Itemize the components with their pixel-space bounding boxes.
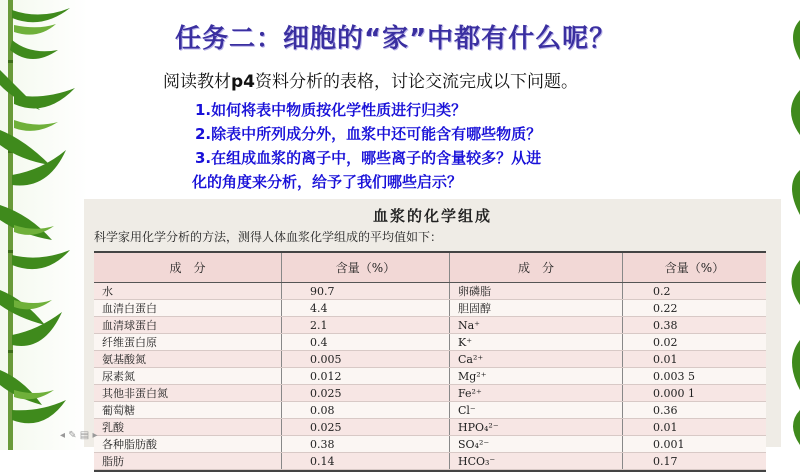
header-content-2: 含量（%） bbox=[623, 253, 767, 283]
cell-content: 0.01 bbox=[623, 419, 767, 436]
table-row bbox=[94, 368, 766, 385]
previous-slide-icon[interactable]: ◂ bbox=[60, 430, 66, 441]
cell-component: Mg²⁺ bbox=[450, 368, 623, 385]
table-description: 科学家用化学分析的方法，测得人体血浆化学组成的平均值如下： bbox=[94, 230, 443, 244]
cell-component: HPO₄²⁻ bbox=[450, 419, 623, 436]
cell-component: 其他非蛋白氮 bbox=[94, 385, 282, 402]
cell-content: 0.22 bbox=[623, 300, 767, 317]
question-1: 1.如何将表中物质按化学性质进行归类？ bbox=[195, 101, 467, 119]
cell-content: 0.000 1 bbox=[623, 385, 767, 402]
cell-content: 0.17 bbox=[623, 453, 767, 470]
cell-content: 0.01 bbox=[623, 351, 767, 368]
table-row bbox=[94, 300, 766, 317]
cell-content: 0.003 5 bbox=[623, 368, 767, 385]
cell-content: 0.14 bbox=[282, 453, 450, 470]
cell-component: 氨基酸氮 bbox=[94, 351, 282, 368]
cell-component: 血清球蛋白 bbox=[94, 317, 282, 334]
cell-component: 尿素氮 bbox=[94, 368, 282, 385]
cell-component: Cl⁻ bbox=[450, 402, 623, 419]
intro-page-ref: p4 bbox=[231, 72, 255, 92]
header-component-2: 成 分 bbox=[450, 253, 623, 283]
intro-suffix: 资料分析的表格，讨论交流完成以下问题。 bbox=[255, 72, 578, 92]
cell-content: 0.001 bbox=[623, 436, 767, 453]
cell-component: K⁺ bbox=[450, 334, 623, 351]
slide-title: 任务二：细胞的“家”中都有什么呢？ bbox=[175, 24, 617, 54]
cell-content: 0.38 bbox=[282, 436, 450, 453]
cell-component: 乳酸 bbox=[94, 419, 282, 436]
cell-component: 纤维蛋白原 bbox=[94, 334, 282, 351]
bamboo-decoration-right bbox=[778, 0, 800, 450]
scanned-table-image bbox=[84, 199, 781, 468]
question-list bbox=[192, 98, 695, 194]
cell-content: 90.7 bbox=[282, 283, 450, 300]
bamboo-leaves-right-graphic bbox=[778, 0, 800, 450]
cell-component: HCO₃⁻ bbox=[450, 453, 623, 470]
cell-content: 0.012 bbox=[282, 368, 450, 385]
table-title: 血浆的化学组成 bbox=[372, 207, 492, 225]
cell-component: 脂肪 bbox=[94, 453, 282, 470]
table-row bbox=[94, 419, 766, 436]
cell-content: 0.38 bbox=[623, 317, 767, 334]
cell-content: 0.02 bbox=[623, 334, 767, 351]
table-row bbox=[94, 283, 766, 300]
table-row bbox=[94, 402, 766, 419]
cell-component: 各种脂肪酸 bbox=[94, 436, 282, 453]
slide-controls[interactable] bbox=[60, 430, 97, 441]
question-3: 3.在组成血浆的离子中，哪些离子的含量较多？从进 bbox=[195, 149, 542, 167]
cell-content: 0.025 bbox=[282, 419, 450, 436]
question-2: 2.除表中所列成分外，血浆中还可能含有哪些物质？ bbox=[195, 125, 542, 143]
intro-prefix: 阅读教材 bbox=[163, 72, 231, 92]
cell-component: 血清白蛋白 bbox=[94, 300, 282, 317]
table-header-row bbox=[94, 253, 766, 283]
cell-content: 0.2 bbox=[623, 283, 767, 300]
table-row bbox=[94, 453, 766, 470]
cell-component: 葡萄糖 bbox=[94, 402, 282, 419]
table-row bbox=[94, 351, 766, 368]
intro-text bbox=[163, 67, 578, 92]
cell-component: Ca²⁺ bbox=[450, 351, 623, 368]
next-slide-icon[interactable]: ▸ bbox=[92, 430, 98, 441]
cell-content: 2.1 bbox=[282, 317, 450, 334]
cell-content: 0.005 bbox=[282, 351, 450, 368]
pen-icon[interactable]: ✎ bbox=[68, 430, 77, 441]
menu-icon[interactable]: ▤ bbox=[79, 430, 90, 441]
cell-content: 0.4 bbox=[282, 334, 450, 351]
question-3-continuation: 化的角度来分析，给予了我们哪些启示？ bbox=[192, 173, 463, 191]
bamboo-leaves-graphic bbox=[0, 0, 88, 450]
cell-component: 水 bbox=[94, 283, 282, 300]
table-row bbox=[94, 317, 766, 334]
cell-component: Na⁺ bbox=[450, 317, 623, 334]
plasma-composition-table bbox=[94, 251, 766, 472]
header-content-1: 含量（%） bbox=[282, 253, 450, 283]
table-row bbox=[94, 334, 766, 351]
cell-content: 0.025 bbox=[282, 385, 450, 402]
cell-component: Fe²⁺ bbox=[450, 385, 623, 402]
cell-component: 卵磷脂 bbox=[450, 283, 623, 300]
bamboo-decoration bbox=[0, 0, 88, 450]
cell-component: SO₄²⁻ bbox=[450, 436, 623, 453]
cell-component: 胆固醇 bbox=[450, 300, 623, 317]
cell-content: 0.08 bbox=[282, 402, 450, 419]
cell-content: 0.36 bbox=[623, 402, 767, 419]
table-row bbox=[94, 385, 766, 402]
cell-content: 4.4 bbox=[282, 300, 450, 317]
header-component-1: 成 分 bbox=[94, 253, 282, 283]
